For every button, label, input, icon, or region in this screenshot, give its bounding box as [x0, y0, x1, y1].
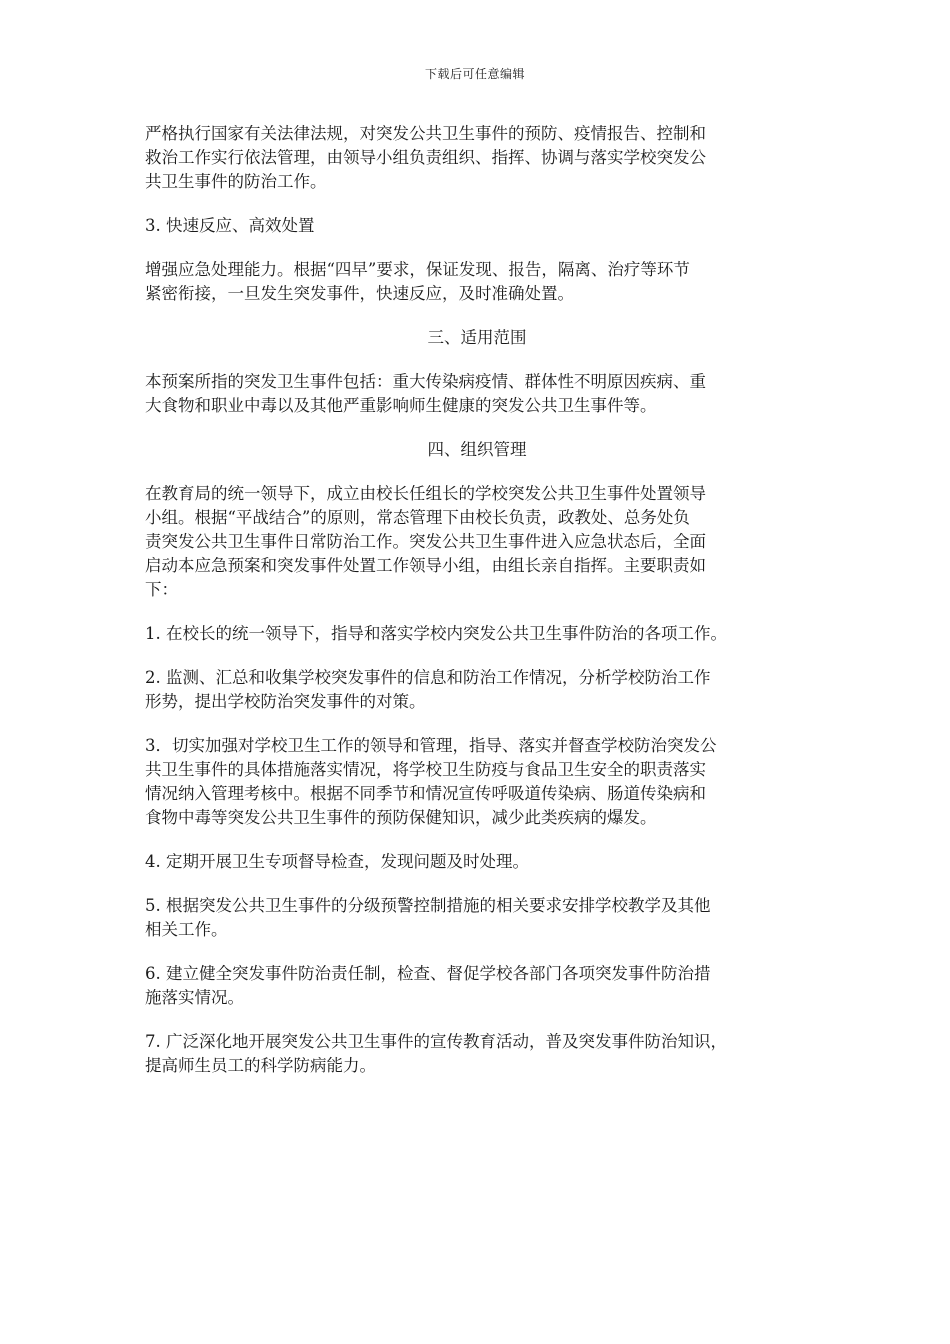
text-line: 共卫生事件的防治工作。: [145, 172, 327, 191]
text-line: 相关工作。: [145, 920, 228, 939]
paragraph: [145, 962, 809, 1010]
text-line: 本预案所指的突发卫生事件包括：重大传染病疫情、群体性不明原因疾病、重: [145, 372, 706, 391]
text-line: 4. 定期开展卫生专项督导检查，发现问题及时处理。: [145, 852, 529, 871]
paragraph: [145, 622, 809, 646]
paragraph: [145, 894, 809, 942]
text-line: 大食物和职业中毒以及其他严重影响师生健康的突发公共卫生事件等。: [145, 396, 657, 415]
text-line: 启动本应急预案和突发事件处置工作领导小组，由组长亲自指挥。主要职责如: [145, 556, 706, 575]
section-heading: [145, 326, 809, 350]
paragraph: [145, 850, 809, 874]
text-line: 1. 在校长的统一领导下，指导和落实学校内突发公共卫生事件防治的各项工作。: [145, 624, 727, 643]
section-heading: [145, 438, 809, 462]
paragraph: [145, 370, 809, 418]
text-line: 救治工作实行依法管理，由领导小组负责组织、指挥、协调与落实学校突发公: [145, 148, 706, 167]
paragraph: [145, 214, 809, 238]
text-line: 责突发公共卫生事件日常防治工作。突发公共卫生事件进入应急状态后，全面: [145, 532, 706, 551]
paragraph: [145, 122, 809, 194]
page-header-note: 下载后可任意编辑: [424, 67, 525, 81]
text-line: 2. 监测、汇总和收集学校突发事件的信息和防治工作情况，分析学校防治工作: [145, 668, 711, 687]
paragraph: [145, 258, 809, 306]
paragraph: [145, 666, 809, 714]
text-line: 四、组织管理: [427, 440, 527, 459]
text-line: 情况纳入管理考核中。根据不同季节和情况宣传呼吸道传染病、肠道传染病和: [145, 784, 706, 803]
text-line: 小组。根据“平战结合”的原则，常态管理下由校长负责，政教处、总务处负: [145, 508, 690, 527]
text-line: 在教育局的统一领导下，成立由校长任组长的学校突发公共卫生事件处置领导: [145, 484, 706, 503]
text-line: 施落实情况。: [145, 988, 244, 1007]
text-line: 3. 快速反应、高效处置: [145, 216, 315, 235]
paragraph: [145, 734, 809, 830]
paragraph: [145, 1030, 809, 1078]
text-line: 下：: [145, 580, 178, 599]
text-line: 6. 建立健全突发事件防治责任制，检查、督促学校各部门各项突发事件防治措: [145, 964, 711, 983]
document-body: [145, 122, 809, 1098]
text-line: 5. 根据突发公共卫生事件的分级预警控制措施的相关要求安排学校教学及其他: [145, 896, 711, 915]
text-line: 提高师生员工的科学防病能力。: [145, 1056, 376, 1075]
text-line: 紧密衔接，一旦发生突发事件，快速反应，及时准确处置。: [145, 284, 574, 303]
text-line: 7. 广泛深化地开展突发公共卫生事件的宣传教育活动，普及突发事件防治知识，: [145, 1032, 727, 1051]
text-line: 3．切实加强对学校卫生工作的领导和管理，指导、落实并督查学校防治突发公: [145, 736, 717, 755]
text-line: 三、适用范围: [427, 328, 527, 347]
text-line: 增强应急处理能力。根据“四早”要求，保证发现、报告，隔离、治疗等环节: [145, 260, 690, 279]
paragraph: [145, 482, 809, 602]
text-line: 共卫生事件的具体措施落实情况，将学校卫生防疫与食品卫生安全的职责落实: [145, 760, 706, 779]
text-line: 食物中毒等突发公共卫生事件的预防保健知识，减少此类疾病的爆发。: [145, 808, 657, 827]
text-line: 严格执行国家有关法律法规，对突发公共卫生事件的预防、疫情报告、控制和: [145, 124, 706, 143]
text-line: 形势，提出学校防治突发事件的对策。: [145, 692, 426, 711]
